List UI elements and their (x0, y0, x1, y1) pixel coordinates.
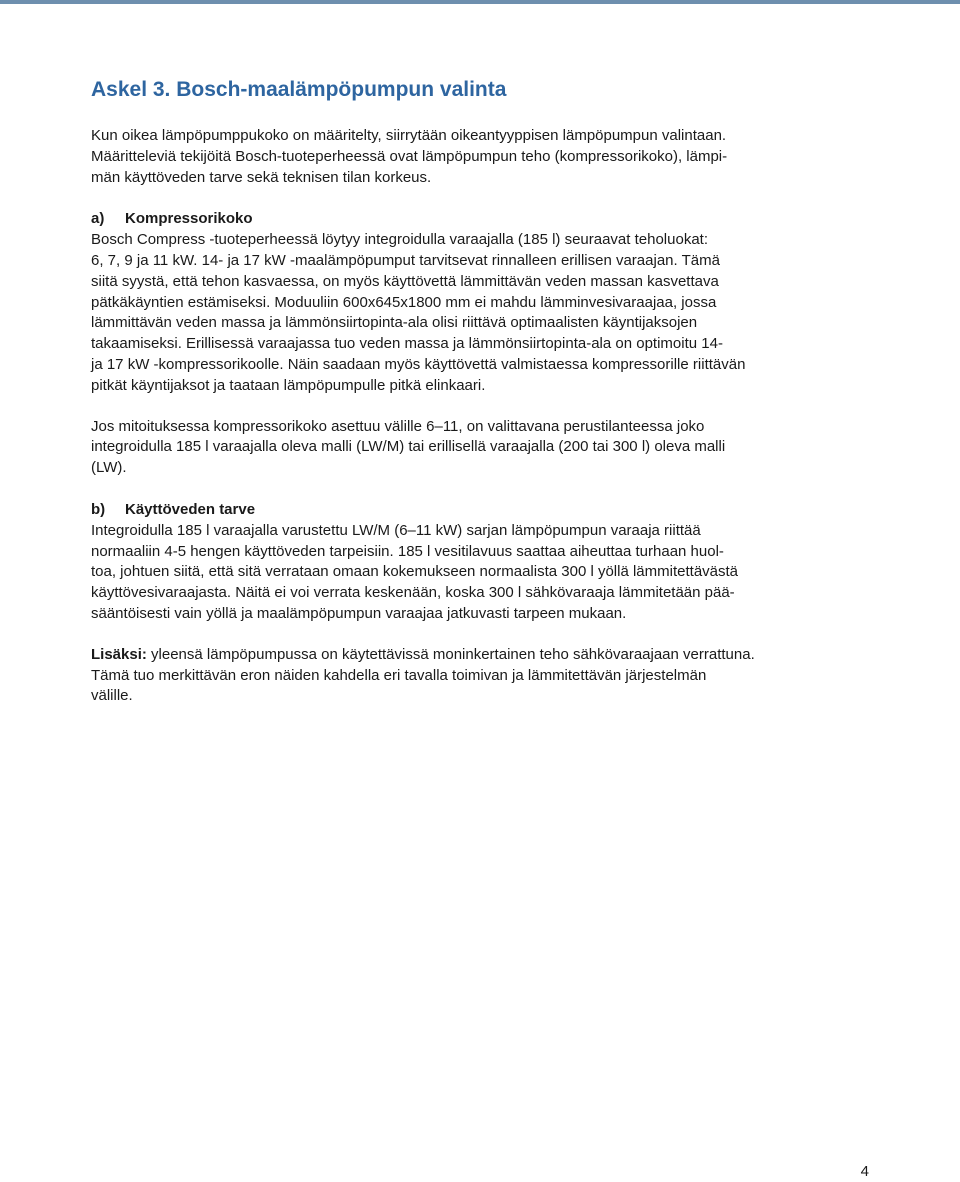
section-a (91, 209, 851, 396)
section-a-line: pitkät käyntijaksot ja taataan lämpöpumpulle pitkä elinkaari. (91, 376, 486, 394)
section-b-line: normaaliin 4-5 hengen käyttöveden tarpeisiin. 185 l vesitilavuus saattaa aiheuttaa turhaan huol- (91, 542, 724, 560)
section-a-line: 6, 7, 9 ja 11 kW. 14- ja 17 kW -maalämpöpumput tarvitsevat rinnalleen erillisen varaajan. Tämä (91, 251, 720, 269)
section-b-title: Käyttöveden tarve (125, 500, 256, 518)
section-b-line: käyttövesivaraajasta. Näitä ei voi verrata keskenään, koska 300 l sähkövaraaja lämmitetään pää- (91, 584, 735, 602)
section-a-paragraph-2 (91, 417, 851, 479)
section-b (91, 500, 851, 625)
section-b-heading (91, 500, 851, 521)
page-number: 4 (860, 1163, 869, 1180)
section-a-heading (91, 209, 851, 230)
section-a-p2-line: Jos mitoituksessa kompressorikoko asettuu välille 6–11, on valittavana perustilanteessa joko (91, 417, 705, 435)
section-b-letter: b) (91, 500, 106, 518)
intro-line: män käyttöveden tarve sekä teknisen tilan korkeus. (91, 168, 432, 186)
lisaksi-first-line-text: yleensä lämpöpumpussa on käytettävissä moninkertainen teho sähkövaraajaan verrattuna. (146, 645, 755, 663)
lisaksi-label: Lisäksi: (91, 645, 147, 663)
section-a-line: lämmittävän veden massa ja lämmönsiirtopinta-ala olisi riittävä optimaalisten käyntijaksojen (91, 314, 698, 332)
lisaksi-first-line (91, 645, 851, 666)
section-a-line: takaamiseksi. Erillisessä varaajassa tuo veden massa ja lämmönsiirtopinta-ala on optimoitu 14- (91, 335, 723, 353)
section-a-line: siitä syystä, että tehon kasvaessa, on myös käyttövettä lämmittävän veden massan kasvettava (91, 272, 719, 290)
page-title: Askel 3. Bosch-maalämpöpumpun valinta (91, 78, 507, 101)
intro-line: Määritteleviä tekijöitä Bosch-tuoteperheessä ovat lämpöpumpun teho (kompressorikoko), lämpi- (91, 147, 728, 165)
top-rule (0, 0, 960, 4)
section-a-title: Kompressorikoko (125, 210, 253, 228)
intro-paragraph (91, 126, 851, 188)
section-a-p2-line: integroidulla 185 l varaajalla oleva malli (LW/M) tai erillisellä varaajalla (200 tai 300 l) oleva malli (91, 438, 726, 456)
intro-line: Kun oikea lämpöpumppukoko on määritelty, siirrytään oikeantyyppisen lämpöpumpun valintaan. (91, 127, 727, 144)
section-b-line: toa, johtuen siitä, että sitä verrataan omaan kokemukseen normaalista 300 l yöllä lämmitettävästä (91, 563, 739, 581)
lisaksi-line: Tämä tuo merkittävän eron näiden kahdella eri tavalla toimivan ja lämmitettävän järjestelmän (91, 666, 707, 684)
section-b-line: sääntöisesti vain yöllä ja maalämpöpumpun varaajaa jatkuvasti tarpeen mukaan. (91, 604, 627, 622)
section-a-line: Bosch Compress -tuoteperheessä löytyy integroidulla varaajalla (185 l) seuraavat teholuokat: (91, 231, 708, 249)
section-a-letter: a) (91, 210, 105, 228)
lisaksi-paragraph (91, 645, 851, 707)
lisaksi-line: välille. (91, 687, 133, 705)
section-a-line: ja 17 kW -kompressorikoolle. Näin saadaan myös käyttövettä valmistaessa kompressorille riittävän (91, 355, 746, 373)
page-content (91, 76, 851, 707)
section-b-line: Integroidulla 185 l varaajalla varustettu LW/M (6–11 kW) sarjan lämpöpumpun varaaja riittää (91, 521, 701, 539)
section-a-p2-line: (LW). (91, 459, 127, 477)
section-a-line: pätkäkäyntien estämiseksi. Moduuliin 600x645x1800 mm ei mahdu lämminvesivaraajaa, jossa (91, 293, 717, 311)
